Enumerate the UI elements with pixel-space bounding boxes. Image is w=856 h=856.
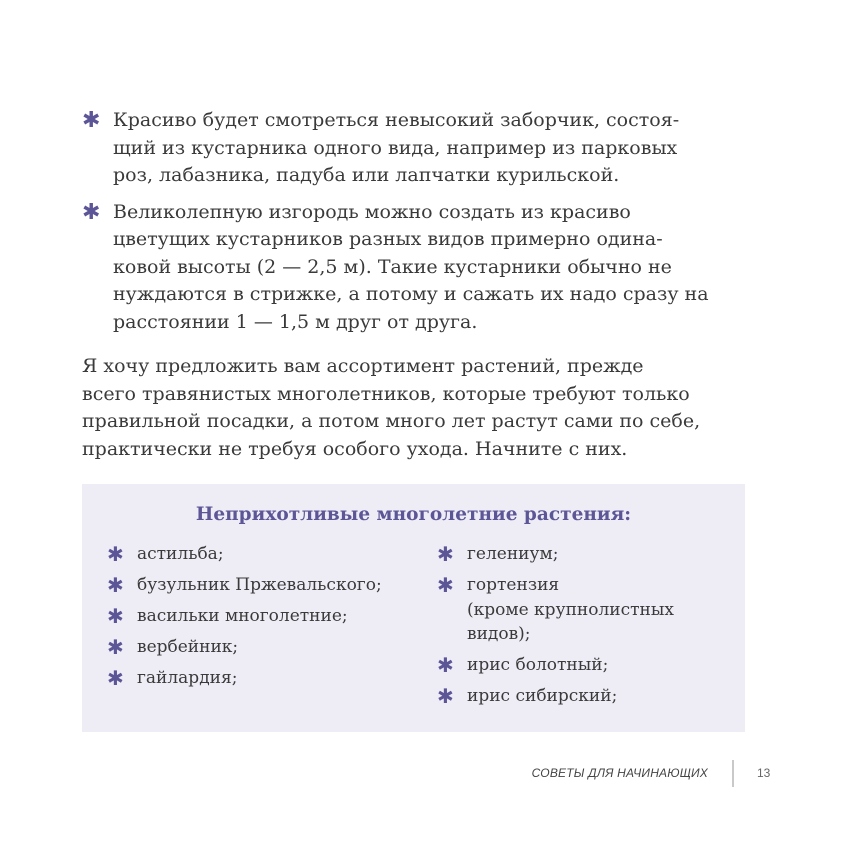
bullet-list (82, 107, 752, 345)
asterisk-bullet-icon: ✱ (107, 604, 124, 628)
paragraph-line: практически не требуя особого ухода. Начните с них. (82, 437, 628, 460)
plant-name: вербейник; (137, 637, 239, 657)
plant-item (437, 653, 737, 678)
footer-divider (732, 760, 734, 787)
page-footer (0, 760, 856, 790)
intro-paragraph (82, 353, 752, 463)
asterisk-bullet-icon: ✱ (107, 666, 124, 690)
asterisk-bullet-icon: ✱ (107, 635, 124, 659)
plant-name: гелениум; (467, 544, 559, 564)
bullet-line: нуждаются в стрижке, а потому и сажать их надо сразу на (113, 283, 709, 305)
bullet-item (82, 199, 752, 337)
asterisk-bullet-icon: ✱ (82, 108, 101, 133)
plant-name: ирис сибирский; (467, 686, 618, 706)
plant-name: астильба; (137, 544, 224, 564)
plant-name: гортензия (467, 575, 560, 595)
plant-item (107, 542, 407, 567)
bullet-line: расстоянии 1 — 1,5 м друг от друга. (113, 310, 478, 333)
plant-item (107, 635, 407, 660)
bullet-line: Великолепную изгородь можно создать из красиво (113, 200, 631, 223)
asterisk-bullet-icon: ✱ (107, 573, 124, 597)
plant-list-box (82, 484, 745, 732)
page-number: 13 (757, 766, 771, 780)
plant-name: ирис болотный; (467, 655, 609, 675)
plant-item (437, 684, 737, 709)
plant-item (437, 573, 737, 647)
plant-note: видов); (467, 624, 531, 644)
bullet-line: цветущих кустарников разных видов примерно одина- (113, 228, 663, 250)
plant-name: бузульник Пржевальского; (137, 575, 382, 595)
paragraph-line: правильной посадки, а потом много лет растут сами по себе, (82, 410, 701, 432)
plant-name: гайлардия; (137, 668, 238, 688)
asterisk-bullet-icon: ✱ (107, 542, 124, 566)
bullet-item (82, 107, 752, 190)
plant-list-right (437, 542, 737, 715)
asterisk-bullet-icon: ✱ (437, 573, 454, 597)
plant-list-left (107, 542, 407, 697)
running-footer-title: СОВЕТЫ ДЛЯ НАЧИНАЮЩИХ (531, 766, 708, 780)
paragraph-line: Я хочу предложить вам ассортимент растений, прежде (82, 355, 644, 377)
plant-item (107, 604, 407, 629)
bullet-line: щий из кустарника одного вида, например из парковых (113, 136, 678, 159)
bullet-line: ковой высоты (2 — 2,5 м). Такие кустарники обычно не (113, 255, 672, 278)
asterisk-bullet-icon: ✱ (437, 653, 454, 677)
bullet-line: Красиво будет смотреться невысокий заборчик, состоя- (113, 109, 680, 131)
plant-item (107, 573, 407, 598)
plant-name: васильки многолетние; (137, 606, 348, 626)
plant-item (437, 542, 737, 567)
paragraph-line: всего травянистых многолетников, которые требуют только (82, 382, 690, 405)
asterisk-bullet-icon: ✱ (437, 684, 454, 708)
asterisk-bullet-icon: ✱ (82, 199, 101, 225)
plant-note: (кроме крупнолистных (467, 599, 674, 620)
asterisk-bullet-icon: ✱ (437, 542, 454, 566)
plant-item (107, 666, 407, 691)
plant-box-title: Неприхотливые многолетние растения: (195, 504, 632, 525)
bullet-line: роз, лабазника, падуба или лапчатки курильской. (113, 164, 620, 186)
